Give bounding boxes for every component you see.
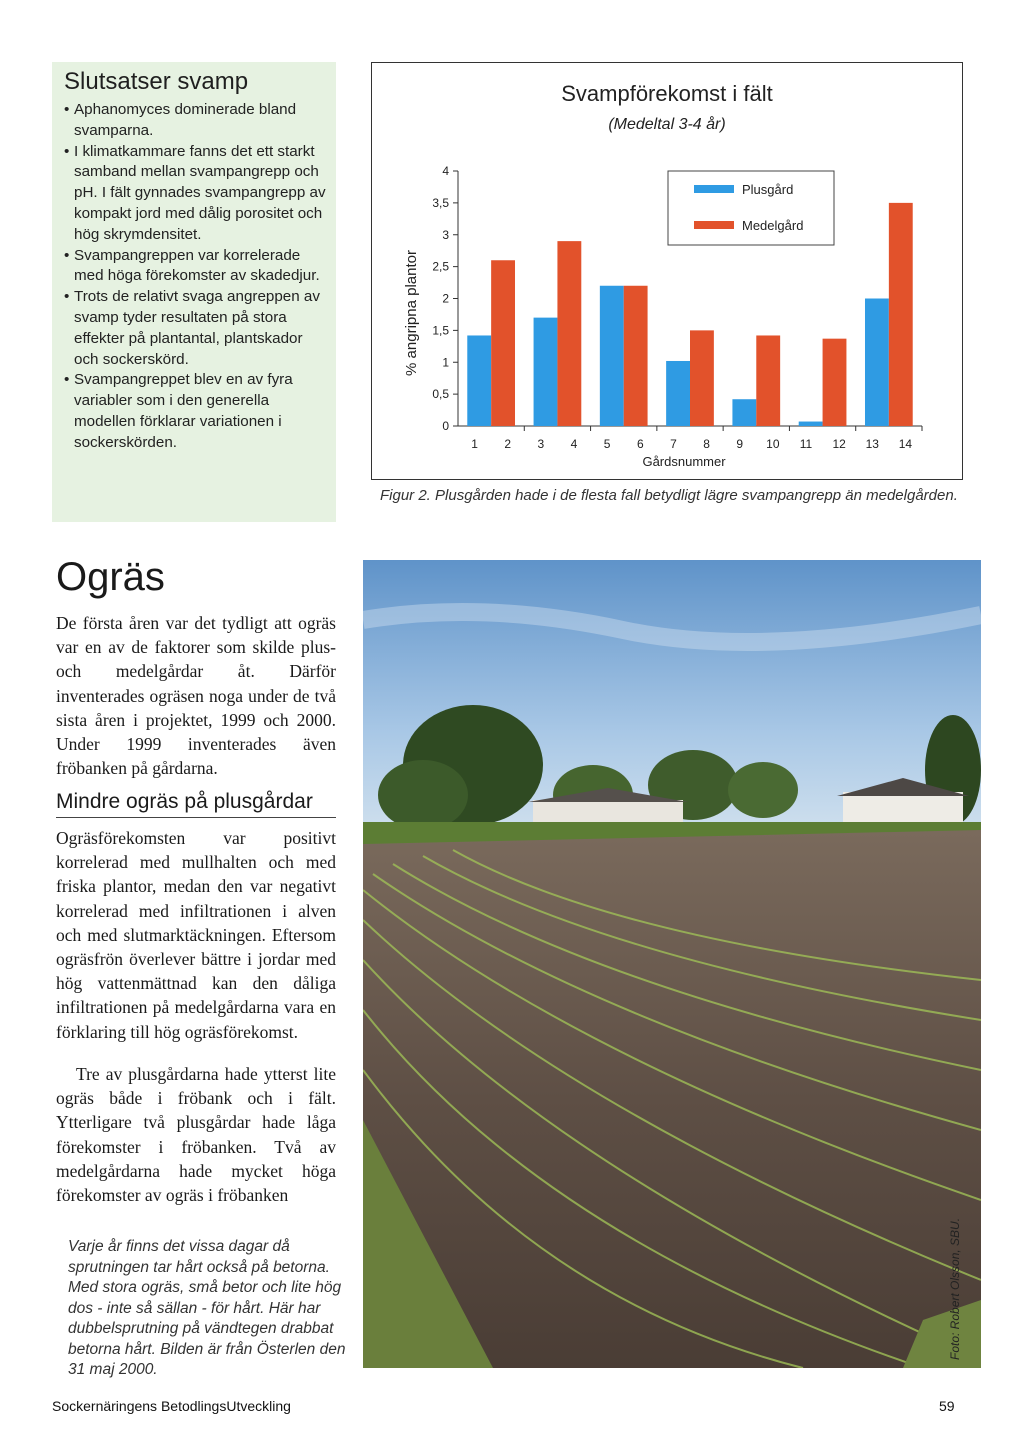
x-tick-label: 12 xyxy=(832,437,846,451)
x-tick-label: 4 xyxy=(570,437,578,451)
y-tick-label: 3,5 xyxy=(432,195,449,210)
y-tick-label: 1 xyxy=(442,355,449,370)
subheading: Mindre ogräs på plusgårdar xyxy=(56,790,336,818)
y-tick-label: 0 xyxy=(442,419,449,433)
bar-plusgard xyxy=(534,318,558,426)
section-heading: Ogräs xyxy=(56,555,165,599)
conclusion-item: • I klimatkammare fanns det ett starkt samband mellan svampangrepp och pH. I fält gynnades svampangrepp av kompakt jord med dålig porositet och hög skrymdensitet. xyxy=(64,142,326,246)
x-tick-label: 3 xyxy=(537,437,545,451)
page-number: 59 xyxy=(939,1398,955,1414)
y-tick-label: 4 xyxy=(442,164,449,178)
x-tick-label: 9 xyxy=(736,437,744,451)
x-tick-label: 7 xyxy=(670,437,677,451)
conclusion-item: • Svampangreppet blev en av fyra variabler som i den generella modellen förklarar variationen i sockerskörden. xyxy=(64,370,326,453)
chart-title: Svampförekomst i fält xyxy=(561,81,773,106)
figure-caption: Figur 2. Plusgården hade i de flesta fall betydligt lägre svampangrepp än medelgården. xyxy=(380,487,958,504)
photo-caption: Varje år finns det vissa dagar då sprutningen tar hårt också på betorna. Med stora ogräs, små betor och lite hög dos - inte så sällan - för hårt. Här har dubbelsprutning på vändtegen drabbat betorna hårt. Bilden är från Österlen den 31 maj 2000. xyxy=(68,1238,346,1378)
legend-label-plus: Plusgård xyxy=(742,182,794,197)
bar-chart xyxy=(372,63,962,479)
legend-swatch-plus xyxy=(694,185,734,193)
x-tick-label: 1 xyxy=(471,437,478,451)
x-tick-label: 5 xyxy=(603,437,611,451)
x-tick-label: 13 xyxy=(865,437,879,451)
legend-swatch-medel xyxy=(694,221,734,229)
bar-plusgard xyxy=(467,335,491,426)
conclusion-item: • Trots de relativt svaga angreppen av svamp tyder resultaten på stora effekter på plantantal, plantskador och sockerskörd. xyxy=(64,287,326,370)
bar-plusgard xyxy=(666,361,690,426)
chart-subtitle: (Medeltal 3-4 år) xyxy=(608,116,726,133)
bar-medelgard xyxy=(491,260,515,426)
conclusions-list xyxy=(64,100,326,454)
conclusion-item: • Aphanomyces dominerade bland svamparna. xyxy=(64,100,326,142)
conclusions-box xyxy=(52,62,336,522)
y-tick-label: 3 xyxy=(442,227,449,242)
y-axis-label: % angripna plantor xyxy=(403,250,420,376)
field-photo-illustration xyxy=(363,560,981,1368)
body-paragraph: Tre av plusgårdarna hade ytterst lite ogräs både i fröbank och i fält. Ytterligare två plusgårdar hade låga förekomster i fröbanken. Två av medelgårdarna hade mycket höga förekomster av ogräs i fröbanken xyxy=(56,1064,336,1206)
conclusions-title: Slutsatser svamp xyxy=(64,68,249,95)
bar-medelgard xyxy=(557,241,581,426)
legend-label-medel: Medelgård xyxy=(742,218,804,233)
chart-legend xyxy=(668,171,834,245)
bar-plusgard xyxy=(600,286,624,426)
field-photo xyxy=(363,560,981,1368)
x-tick-label: 2 xyxy=(504,437,512,451)
x-tick-label: 14 xyxy=(898,437,913,451)
bar-medelgard xyxy=(690,330,714,426)
y-tick-label: 0,5 xyxy=(432,387,449,402)
y-tick-label: 1,5 xyxy=(432,323,449,338)
bar-medelgard xyxy=(823,339,847,426)
bar-plusgard xyxy=(799,422,823,426)
bar-plusgard xyxy=(732,399,756,426)
x-axis-label: Gårdsnummer xyxy=(642,454,726,469)
chart-frame xyxy=(371,62,963,480)
x-tick-label: 8 xyxy=(703,437,710,451)
conclusion-item: • Svampangreppen var korrelerade med höga förekomster av skadedjur. xyxy=(64,246,326,288)
x-tick-label: 6 xyxy=(636,437,644,451)
body-paragraph: Ogräsförekomsten var positivt korrelerad med mullhalten och med friska plantor, medan den var negativt korrelerad med infiltrationen i alven och med slutmarktäckningen. Eftersom ogräsfrön överlever bättre i jordar med hög vattenmättnad kan den dåliga infiltrationen på medelgårdarna vara en förklaring till hög ogräsförekomst. xyxy=(56,828,336,1042)
bar-medelgard xyxy=(624,286,648,426)
footer-publication: Sockernäringens BetodlingsUtveckling xyxy=(52,1398,291,1414)
y-tick-label: 2,5 xyxy=(432,259,449,274)
x-tick-label: 10 xyxy=(766,437,780,451)
bar-plusgard xyxy=(865,299,889,427)
bar-medelgard xyxy=(756,335,780,426)
bar-medelgard xyxy=(889,203,913,426)
photo-credit: Foto: Robert Olsson, SBU. xyxy=(948,1217,962,1360)
intro-paragraph: De första åren var det tydligt att ogräs var en av de faktorer som skilde plus- och medelgårdar åt. Därför inventerades ogräsen noga under de två sista åren i projektet, 1999 och 2000. Under 1999 inventerades även fröbanken på gårdarna. xyxy=(56,613,336,779)
y-tick-label: 2 xyxy=(442,291,449,306)
x-tick-label: 11 xyxy=(799,437,813,451)
